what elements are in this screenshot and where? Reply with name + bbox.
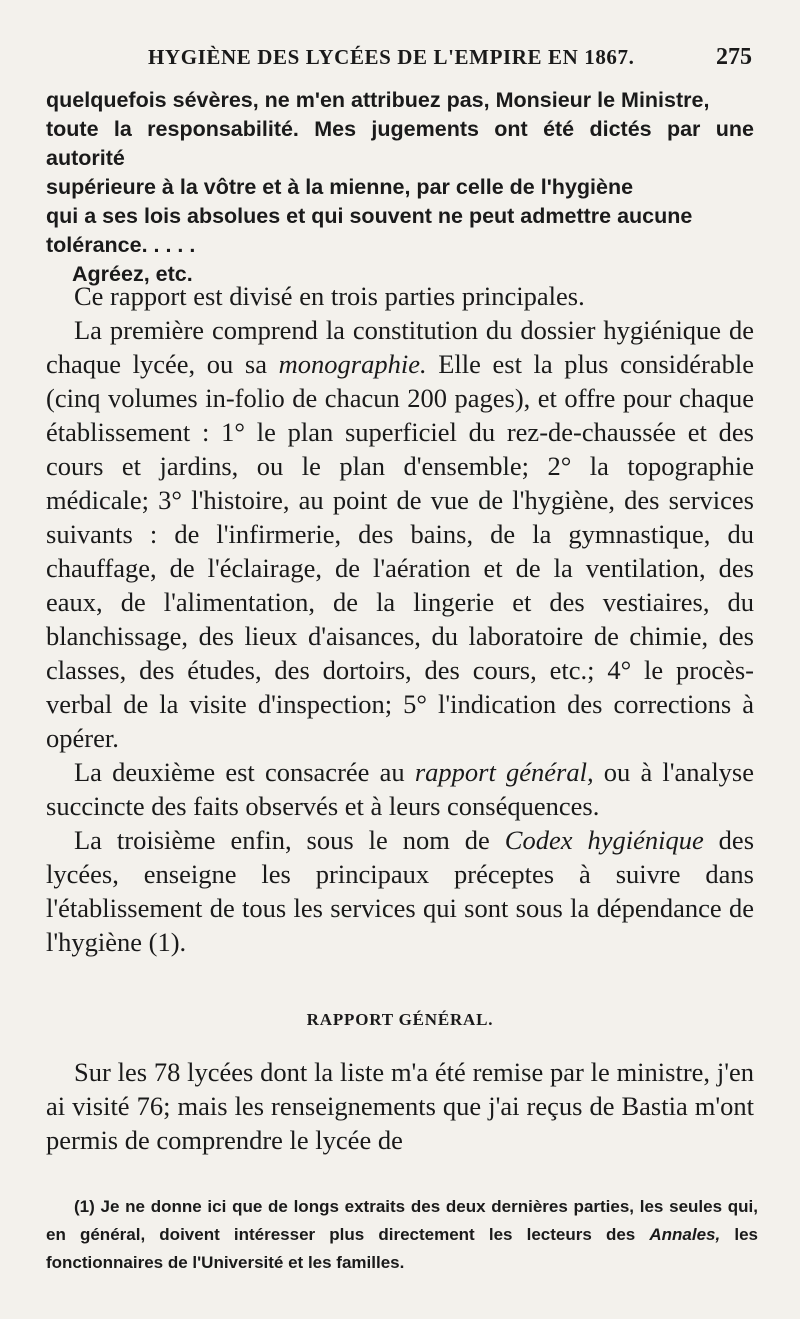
paragraph-report: Sur les 78 lycées dont la liste m'a été remise par le ministre, j'en ai visité 76; mais les renseignements que j'ai reçus de Bastia m'ont permis de comprendre le lycée de: [46, 1057, 754, 1155]
continuation-line: qui a ses lois absolues et qui souvent ne peut admettre aucune: [46, 204, 693, 228]
main-text: [46, 279, 754, 959]
continuation-line: toute la responsabilité. Mes jugements ont été dictés par une autorité: [46, 117, 754, 170]
continuation-line: quelquefois sévères, ne m'en attribuez pas, Monsieur le Ministre,: [46, 88, 710, 112]
section-text: [46, 1055, 754, 1157]
continuation-line: tolérance. . . . .: [46, 233, 196, 257]
section-title: RAPPORT GÉNÉRAL.: [306, 1010, 494, 1029]
header-title: HYGIÈNE DES LYCÉES DE L'EMPIRE EN 1867.: [148, 45, 635, 69]
page-number: 275: [716, 44, 752, 70]
running-header: [148, 44, 752, 71]
paragraph-first-part: La première comprend la constitution du dossier hygiénique de chaque lycée, ou sa monographie. Elle est la plus considérable (cinq volumes in-folio de chacun 200 pages), et offre pour chaque établissement : 1° le plan superficiel du rez-de-chaussée et des cours et jardins, ou le plan d'ensemble; 2° la topographie médicale; 3° l'histoire, au point de vue de l'hygiène, des services suivants : de l'infirmerie, des bains, de la gymnastique, du chauffage, de l'éclairage, de l'aération et de la ventilation, des eaux, de l'alimentation, de la lingerie et des vestiaires, du blanchissage, des lieux d'aisances, du laboratoire de chimie, des classes, des études, des dortoirs, des cours, etc.; 4° le procès-verbal de la visite d'inspection; 5° l'indication des corrections à opérer.: [46, 315, 754, 753]
closing-formula: Agréez, etc.: [72, 262, 193, 286]
paragraph-third-part: La troisième enfin, sous le nom de Codex hygiénique des lycées, enseigne les principaux préceptes à suivre dans l'établissement de tous les services qui sont sous la dépendance de l'hygiène (1).: [46, 825, 755, 957]
continuation-text: [46, 86, 754, 289]
footnote-text: (1) Je ne donne ici que de longs extraits des deux dernières parties, les seules qui, en général, doivent intéresser plus directement les lecteurs des Annales, les fonctionnaires de l'Université et les familles.: [46, 1197, 758, 1272]
continuation-line: supérieure à la vôtre et à la mienne, par celle de l'hygiène: [46, 175, 634, 199]
paragraph-second-part: La deuxième est consacrée au rapport général, ou à l'analyse succincte des faits observés et à leurs conséquences.: [46, 757, 755, 821]
paragraph-intro: Ce rapport est divisé en trois parties principales.: [74, 281, 585, 311]
footnote: [46, 1193, 758, 1277]
